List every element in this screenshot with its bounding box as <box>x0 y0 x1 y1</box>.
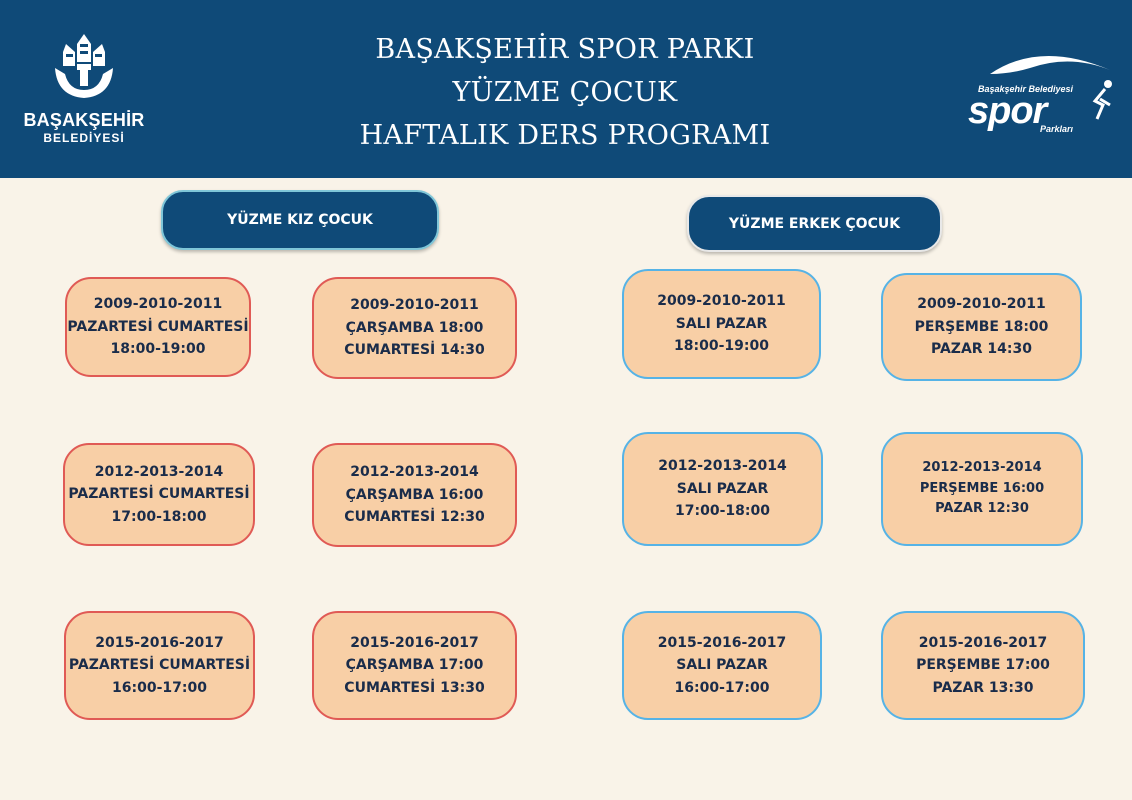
card-days: SALI PAZAR <box>676 657 768 674</box>
schedule-card <box>312 443 517 547</box>
card-time: CUMARTESİ 14:30 <box>344 342 485 359</box>
logo-right-text-3: Parkları <box>1040 124 1074 134</box>
page-title <box>300 28 830 157</box>
card-years: 2012-2013-2014 <box>922 460 1042 476</box>
card-days: PERŞEMBE 16:00 <box>919 480 1045 496</box>
card-years: 2009-2010-2011 <box>917 296 1046 313</box>
schedule-card <box>64 611 255 720</box>
spor-parklari-logo <box>960 44 1120 144</box>
card-time: 18:00-19:00 <box>110 341 206 358</box>
schedule-card <box>622 611 822 720</box>
card-days: SALI PAZAR <box>676 480 769 497</box>
schedule-card <box>622 269 821 379</box>
card-time: CUMARTESİ 12:30 <box>344 509 485 526</box>
schedule-card <box>63 443 255 546</box>
card-time: 17:00-18:00 <box>111 508 207 525</box>
section-title-boys: YÜZME ERKEK ÇOCUK <box>687 195 942 252</box>
card-days: PAZARTESİ CUMARTESİ <box>68 657 251 674</box>
card-years: 2009-2010-2011 <box>93 296 223 313</box>
wheat-hands-icon <box>49 30 119 108</box>
card-years: 2012-2013-2014 <box>94 463 224 480</box>
card-time: CUMARTESİ 13:30 <box>344 679 485 696</box>
card-time: 18:00-19:00 <box>674 338 769 355</box>
card-days: PAZARTESİ CUMARTESİ <box>67 318 249 335</box>
card-years: 2012-2013-2014 <box>350 464 479 481</box>
card-years: 2015-2016-2017 <box>95 634 224 651</box>
card-days: PAZARTESİ CUMARTESİ <box>68 486 250 503</box>
schedule-card <box>312 277 517 379</box>
card-time: PAZAR 14:30 <box>930 341 1032 358</box>
schedule-card <box>881 611 1085 720</box>
card-years: 2015-2016-2017 <box>350 634 479 651</box>
card-days: ÇARŞAMBA 16:00 <box>345 486 484 503</box>
card-years: 2009-2010-2011 <box>350 297 479 314</box>
card-time: 16:00-17:00 <box>674 679 770 696</box>
schedule-card <box>312 611 517 720</box>
card-time: 17:00-18:00 <box>675 503 770 520</box>
card-days: SALI PAZAR <box>675 315 768 332</box>
card-time: 16:00-17:00 <box>112 679 207 696</box>
section-title-girls: YÜZME KIZ ÇOCUK <box>161 190 439 250</box>
schedule-card <box>881 432 1083 546</box>
logo-right-text-1: Başakşehir Belediyesi <box>978 84 1074 94</box>
title-line-3: HAFTALIK DERS PROGRAMI <box>359 120 771 151</box>
logo-text-line1: BAŞAKŞEHİR <box>23 110 145 130</box>
card-years: 2012-2013-2014 <box>658 458 787 475</box>
schedule-card <box>65 277 251 377</box>
card-days: ÇARŞAMBA 18:00 <box>345 319 484 336</box>
card-days: PERŞEMBE 18:00 <box>914 318 1049 335</box>
schedule-card <box>881 273 1082 381</box>
title-line-1: BAŞAKŞEHİR SPOR PARKI <box>375 34 755 65</box>
logo-right-text-2: spor <box>968 90 1047 132</box>
card-time: PAZAR 12:30 <box>935 501 1029 517</box>
card-days: PERŞEMBE 17:00 <box>916 657 1050 674</box>
title-line-2: YÜZME ÇOCUK <box>452 77 678 108</box>
card-days: ÇARŞAMBA 17:00 <box>345 657 484 674</box>
header-banner <box>0 0 1132 178</box>
logo-text-line2: BELEDİYESİ <box>43 131 125 145</box>
card-time: PAZAR 13:30 <box>932 679 1034 696</box>
card-years: 2015-2016-2017 <box>657 634 787 651</box>
basaksehir-belediyesi-logo <box>14 30 154 150</box>
card-years: 2009-2010-2011 <box>657 293 786 310</box>
schedule-card <box>622 432 823 546</box>
card-years: 2015-2016-2017 <box>918 634 1048 651</box>
